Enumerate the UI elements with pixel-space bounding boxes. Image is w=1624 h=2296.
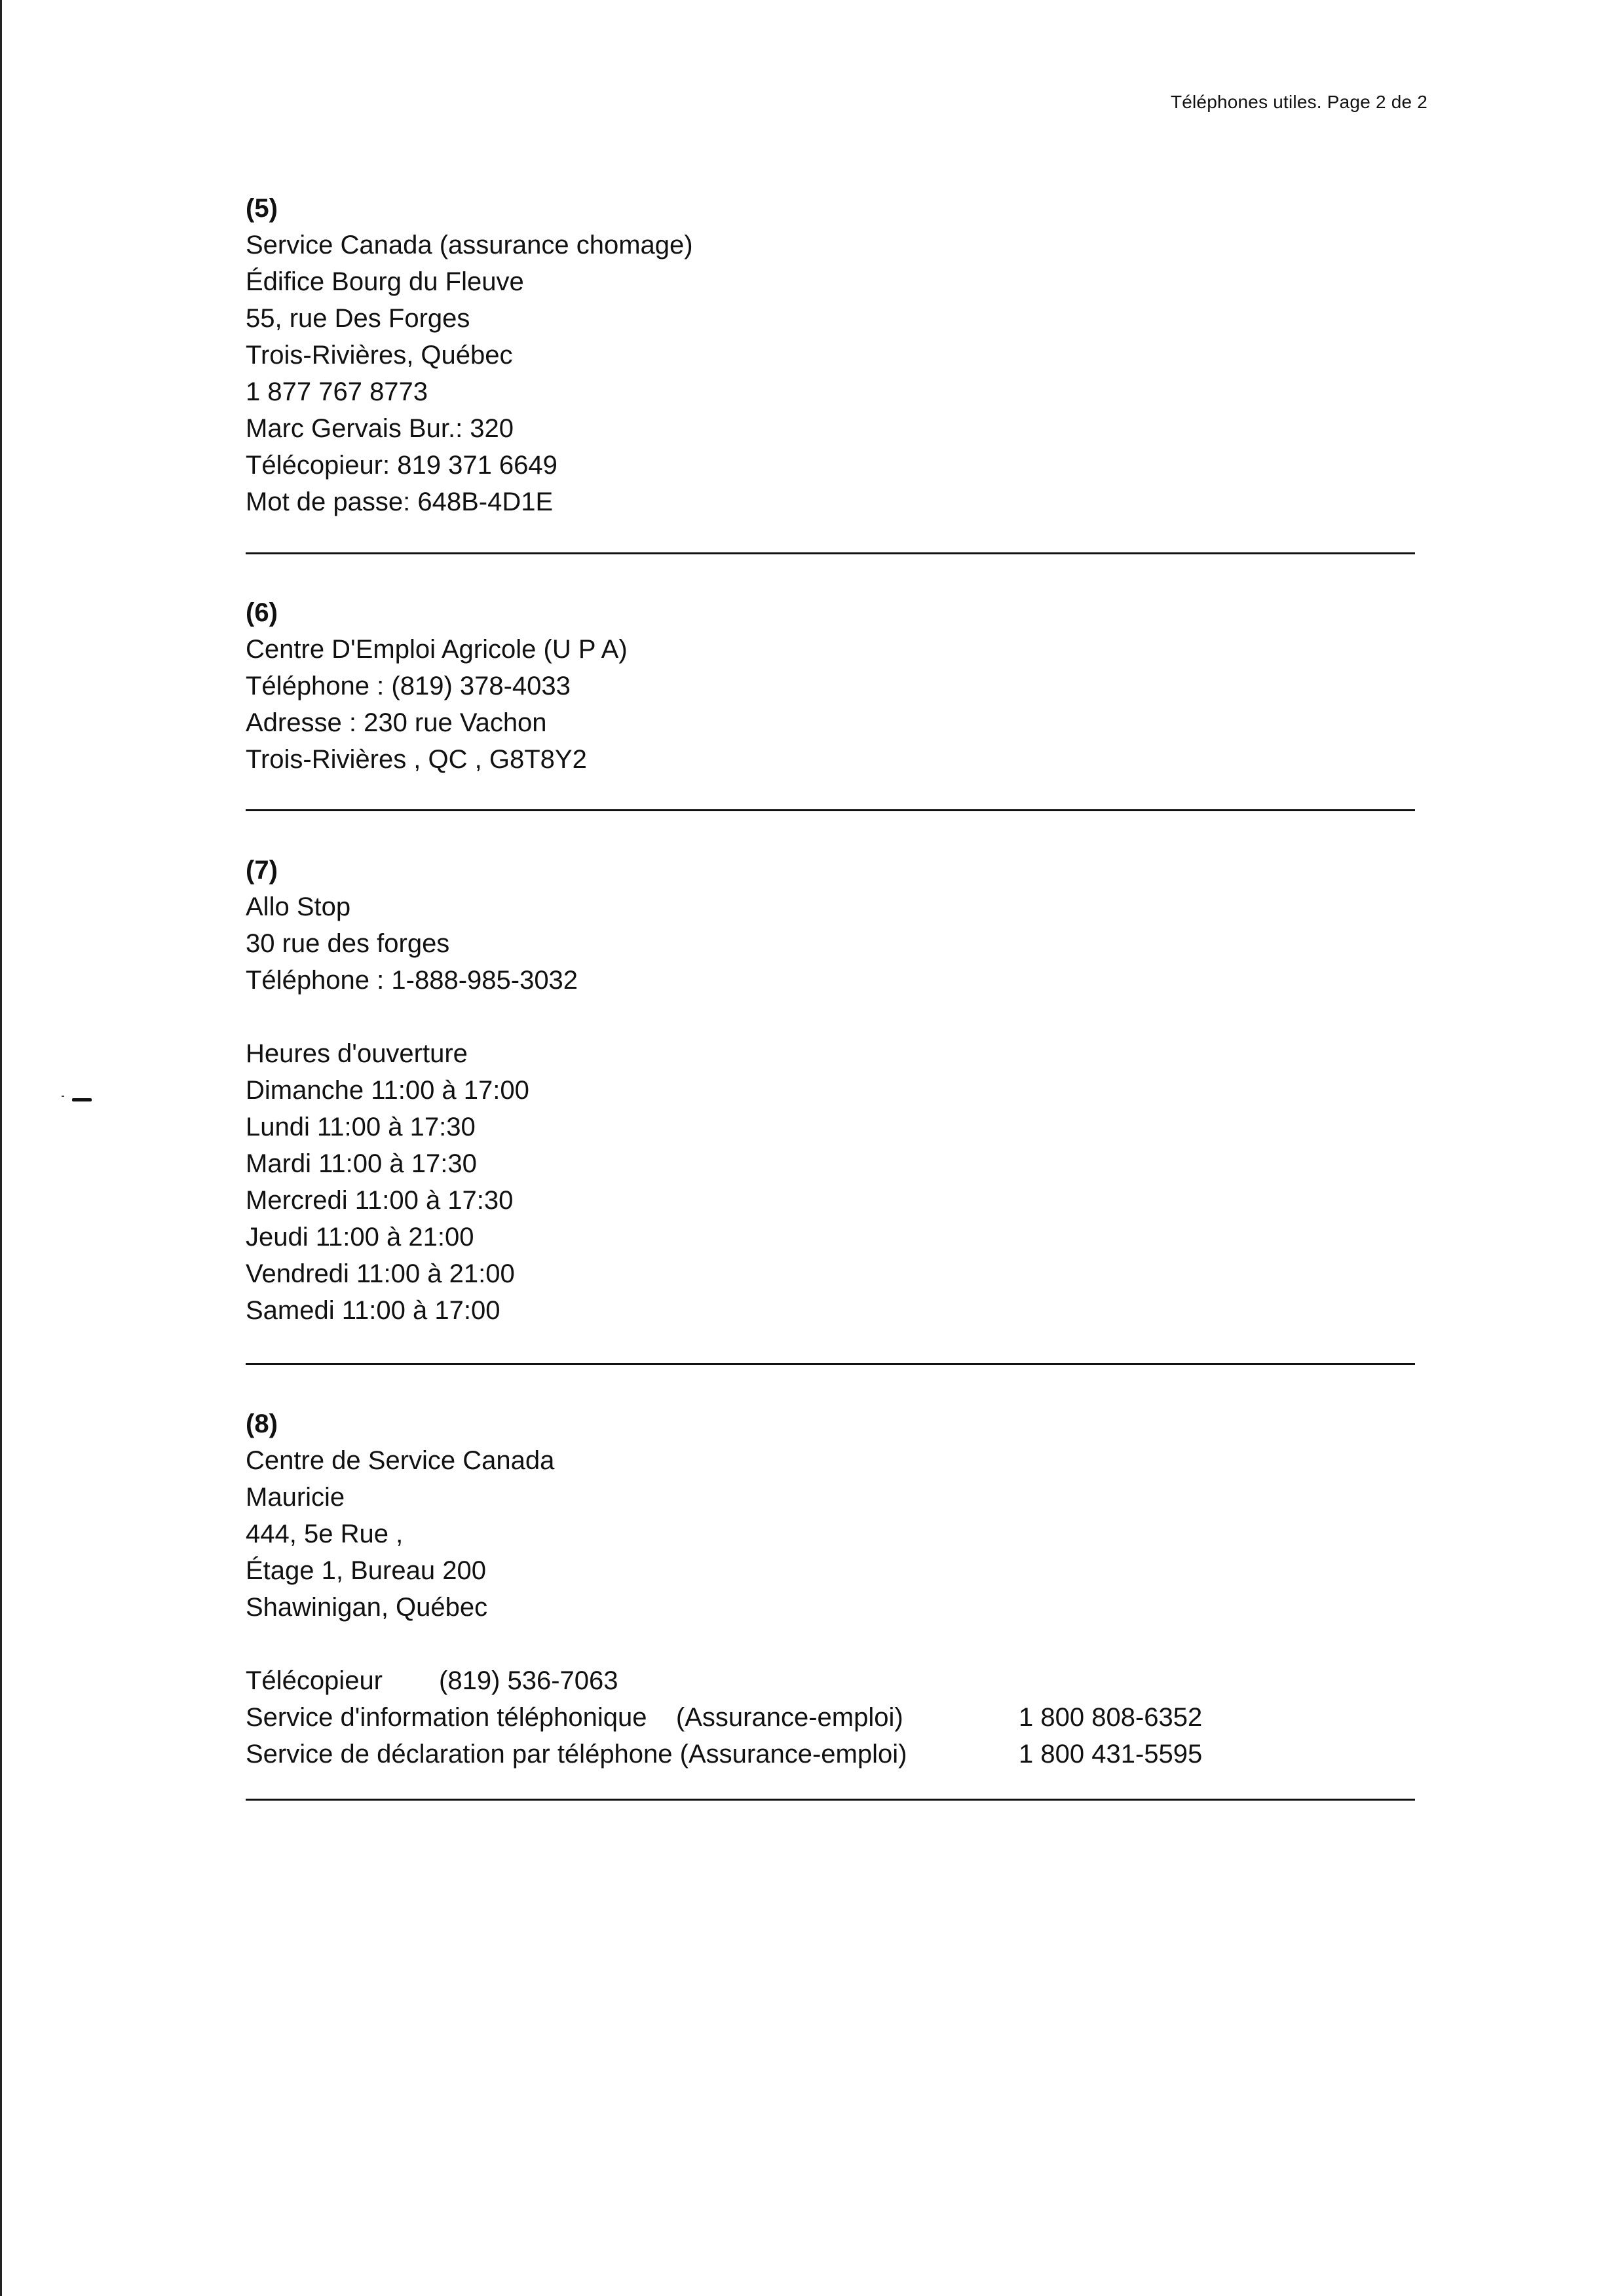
- spacer: [246, 1626, 1202, 1662]
- service-label: Service d'information téléphonique (Assurance-emploi): [246, 1703, 903, 1732]
- hours-tuesday: Mardi 11:00 à 17:30: [246, 1149, 477, 1178]
- section-number: (8): [246, 1409, 278, 1438]
- service-row-declaration: [246, 1736, 1202, 1772]
- spacer: [246, 999, 578, 1035]
- section-number: (7): [246, 856, 278, 885]
- floor-office: Étage 1, Bureau 200: [246, 1556, 486, 1585]
- hours-sunday: Dimanche 11:00 à 17:00: [246, 1076, 529, 1105]
- section-number: (6): [246, 598, 278, 627]
- hours-friday: Vendredi 11:00 à 21:00: [246, 1259, 515, 1288]
- section-8: [246, 1406, 1202, 1772]
- service-row-information: [246, 1699, 1202, 1736]
- building-name: Édifice Bourg du Fleuve: [246, 267, 524, 296]
- service-label: Service de déclaration par téléphone (Assurance-emploi): [246, 1740, 907, 1769]
- section-divider: [246, 1363, 1415, 1365]
- hours-saturday: Samedi 11:00 à 17:00: [246, 1296, 500, 1325]
- scan-page-edge: [0, 0, 2, 2296]
- section-divider: [246, 552, 1415, 554]
- city-province: Shawinigan, Québec: [246, 1593, 488, 1622]
- hours-title: Heures d'ouverture: [246, 1039, 468, 1068]
- organization-name: Centre D'Emploi Agricole (U P A): [246, 635, 628, 664]
- section-6: [246, 594, 628, 778]
- scan-artifact-dot: [62, 1096, 64, 1097]
- phone-number: Téléphone : 1-888-985-3032: [246, 966, 578, 995]
- city-province: Trois-Rivières, Québec: [246, 341, 513, 370]
- page-header: Téléphones utiles. Page 2 de 2: [1170, 92, 1427, 112]
- hours-thursday: Jeudi 11:00 à 21:00: [246, 1223, 474, 1252]
- city-province-postal: Trois-Rivières , QC , G8T8Y2: [246, 745, 587, 774]
- service-phone-number: 1 800 808-6352: [1019, 1703, 1203, 1732]
- section-7: [246, 852, 578, 1329]
- fax-number: (819) 536-7063: [439, 1666, 618, 1695]
- region-name: Mauricie: [246, 1483, 345, 1512]
- organization-name: Service Canada (assurance chomage): [246, 231, 693, 259]
- service-phone-number: 1 800 431-5595: [1019, 1740, 1203, 1769]
- password: Mot de passe: 648B-4D1E: [246, 488, 554, 516]
- street-address: 444, 5e Rue ,: [246, 1520, 404, 1548]
- section-number: (5): [246, 194, 278, 223]
- scan-artifact-mark: [72, 1098, 92, 1101]
- fax-row: [246, 1662, 1202, 1699]
- phone-number: Téléphone : (819) 378-4033: [246, 672, 571, 700]
- fax-label: Télécopieur: [246, 1666, 383, 1695]
- street-address: Adresse : 230 rue Vachon: [246, 708, 547, 737]
- section-divider: [246, 809, 1415, 811]
- contact-person: Marc Gervais Bur.: 320: [246, 414, 514, 443]
- phone-number: 1 877 767 8773: [246, 377, 428, 406]
- street-address: 55, rue Des Forges: [246, 304, 470, 333]
- section-divider: [246, 1799, 1415, 1801]
- street-address: 30 rue des forges: [246, 929, 450, 958]
- section-5: [246, 190, 693, 520]
- hours-monday: Lundi 11:00 à 17:30: [246, 1113, 476, 1141]
- organization-name: Allo Stop: [246, 892, 351, 921]
- fax-number: Télécopieur: 819 371 6649: [246, 451, 557, 480]
- organization-name: Centre de Service Canada: [246, 1446, 555, 1475]
- hours-wednesday: Mercredi 11:00 à 17:30: [246, 1186, 514, 1215]
